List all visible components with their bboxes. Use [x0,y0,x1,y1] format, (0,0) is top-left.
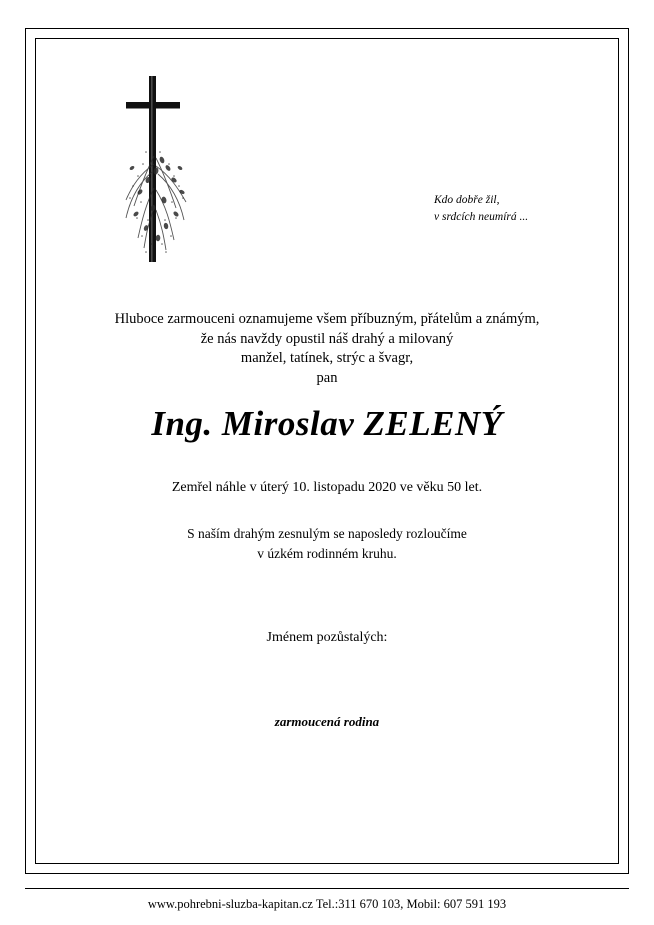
footer-contact: www.pohrebni-sluzba-kapitan.cz Tel.:311 670 103, Mobil: 607 591 193 [147,897,507,911]
verse-line-1: Kdo dobře žil, [434,194,500,206]
deceased-name: Ing. Miroslav ZELENÝ [151,404,503,443]
footer-divider [25,888,629,889]
signature-text: zarmoucená rodina [274,714,380,729]
verse-line-2: v srdcích neumírá ... [434,211,529,223]
cross-with-flowers-engraving-icon [96,68,240,268]
announcement-line-1: Hluboce zarmouceni oznamujeme všem příbuzným, přátelům a známým, [114,311,540,327]
farewell-text [37,524,617,564]
death-note: Zemřel náhle v úterý 10. listopadu 2020 ve věku 50 let. [171,480,483,495]
on-behalf-label: Jménem pozůstalých: [266,630,388,645]
memorial-verse [434,192,614,226]
farewell-line-2: v úzkém rodinném kruhu. [257,546,397,561]
announcement-line-2: že nás navždy opustil náš drahý a milovaný [200,330,454,347]
farewell-line-1: S naším drahým zesnulým se naposledy rozloučíme [187,526,467,541]
announcement-text [37,310,617,388]
announcement-line-4: pan [316,369,338,386]
announcement-line-3: manžel, tatínek, strýc a švagr, [240,350,414,366]
